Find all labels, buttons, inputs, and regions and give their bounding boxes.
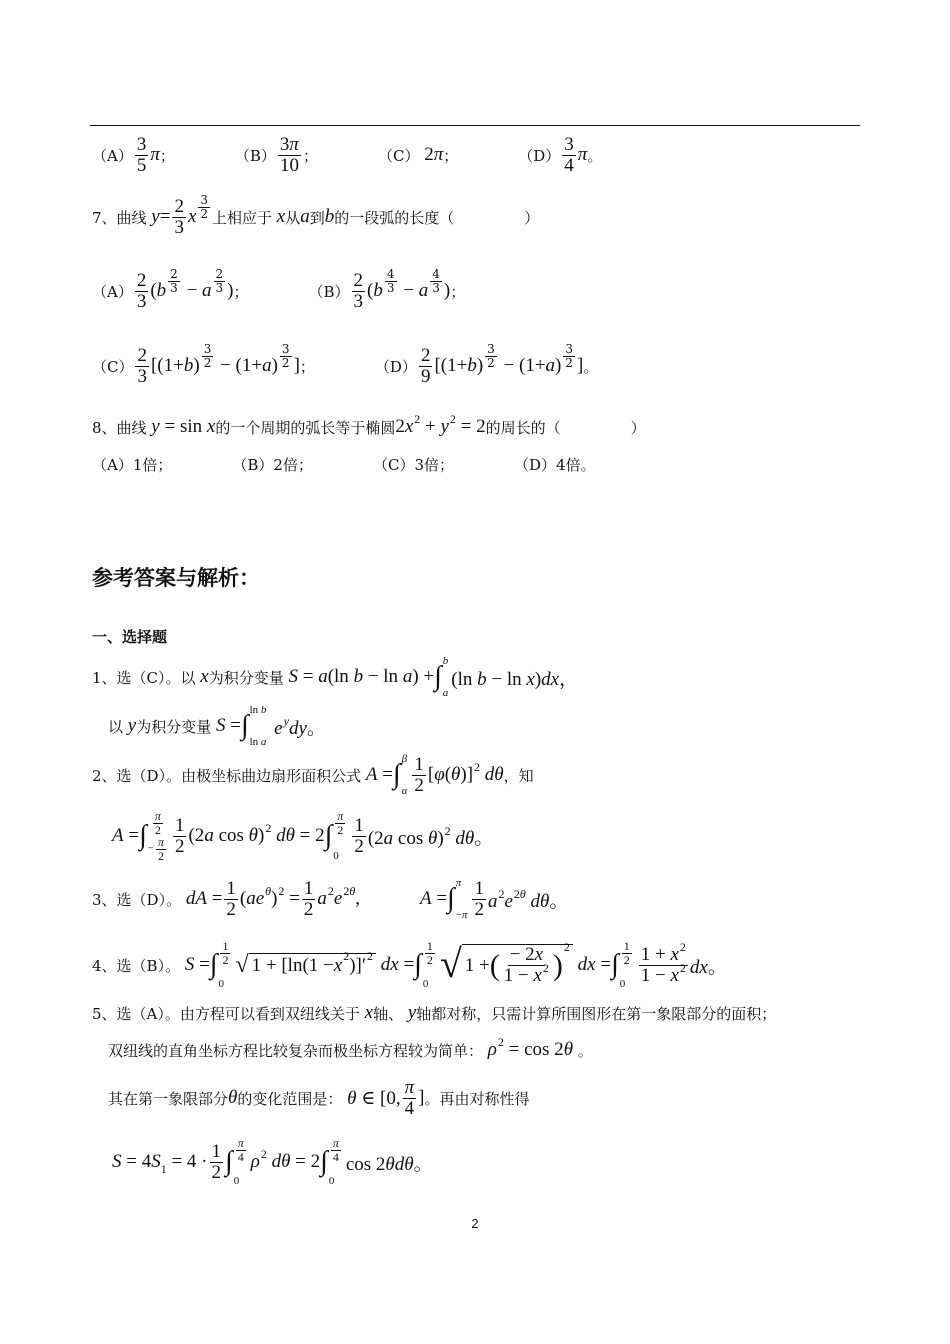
answer-1-line2: 以 y 为积分变量 S = ∫ ln b ln a $e^ydy$。 xyxy=(108,704,326,748)
answer-5-line4: $S = 4S_1 = 4$ · $\frac{1}{2}$ ∫ $\frac{\pi}{4}$ 0 $\rho^2$ dθ = 2 ∫ $\frac{\pi}{4}$ 0 cos 2θdθ。 xyxy=(112,1136,433,1187)
q7-options-ab: （A） $\frac{2}{3}$ (b $\frac{2}{3}$ − a $\frac{2}{3}$ ) ； （B） $\frac{2}{3}$ (b $\frac{4}{3}$ − a $\frac{4}{3}$ ) ； xyxy=(92,266,466,312)
answer-2: 2、选（D）。由极坐标曲边扇形面积公式 A = ∫ β α $\frac{1}{2}$ $[\varphi(\theta)]^2$ dθ ，知 xyxy=(92,753,534,797)
option-a-label: （A） xyxy=(92,146,133,165)
option-d-label: （D） xyxy=(518,146,561,165)
answer-5: 5、选（A）。由方程可以看到双纽线关于 x 轴、 y 轴都对称，只需计算所围图形在第一象限部分的面积； xyxy=(92,1002,777,1023)
answer-5-line3: 其在第一象限部分 θ 的变化范围是： θ ∈ [0, $\frac{\pi}{4}$ ] 。再由对称性得 xyxy=(108,1076,530,1119)
q6-options: （A） $\frac{3}{5}$ π ； （B） $\frac{3\pi}{10}$ ； （C） 2π ； （D） $\frac{3}{4}$ π 。 xyxy=(92,133,603,176)
q7-options-cd: （C） $\frac{2}{3}$ [(1+b) $\frac{3}{2}$ − (1+a) $\frac{3}{2}$ ] ； （D） $\frac{2}{9}$ [(1+b) $\frac{3}{2}$ − (1+a) $\frac{3}{2}$ ] 。 xyxy=(92,341,599,387)
q8-options: （A）1倍； （B）2倍； （C）3倍； （D）4倍。 xyxy=(92,455,596,474)
answers-title: 参考答案与解析： xyxy=(92,566,260,590)
option-b-label: （B） xyxy=(234,146,276,165)
option-c-label: （C） xyxy=(377,146,420,165)
answer-1: 1、选（C）。以 x 为积分变量 S = a(ln b − ln a) + ∫ b a (ln b − ln x)dx， xyxy=(92,655,579,699)
page-number: 2 xyxy=(471,1216,479,1231)
question-8: 8、曲线 y = sin x 的一个周期的弧长等于椭圆 $2x^2 + y^2 = 2$ 的周长的（ ） xyxy=(92,412,646,437)
question-7: 7、曲线 y= $\frac{2}{3}$ x $\frac{3}{2}$ 上相应于 x 从 a 到 b 的一段弧的长度（ ） xyxy=(92,192,540,238)
top-rule xyxy=(90,125,860,126)
answer-3: 3、选（D）。 dA = $\frac{1}{2}$ $(ae^\theta)^2$ = $\frac{1}{2}$ $a^2e^{2\theta}$, A = ∫ π −π $\frac{1}{2}$ $a^2e^{2\theta}$ dθ。 xyxy=(92,877,569,921)
answer-2-line2: A = ∫ $\frac{\pi}{2}$ − $\frac{\pi}{2}$ $\frac{1}{2}$ (2a cos θ)$^2$ dθ = 2 ∫ $\frac{\pi}{2}$ 0 $\frac{1}{2}$ (2a cos θ)$^2$ dθ。 xyxy=(112,809,494,863)
answer-4: 4、选（B）。 S = ∫ $\frac{1}{2}$ 0 √ 1 + [ln(1 − x 2 )]′ 2 dx = ∫ $\frac{1}{2}$ 0 √ 1 + ( $\frac{- 2x}{1 - x^2}$ ) 2 dx = ∫ $\frac{1}{2}$ 0 $\frac{1 + x^2}{1 - x^2}$ dx。 xyxy=(92,939,727,990)
answer-5-line2: 双纽线的直角坐标方程比较复杂而极坐标方程较为简单： $\rho^2 = \cos 2\theta$ 。 xyxy=(108,1035,593,1060)
section-choice-title: 一、选择题 xyxy=(92,628,168,646)
